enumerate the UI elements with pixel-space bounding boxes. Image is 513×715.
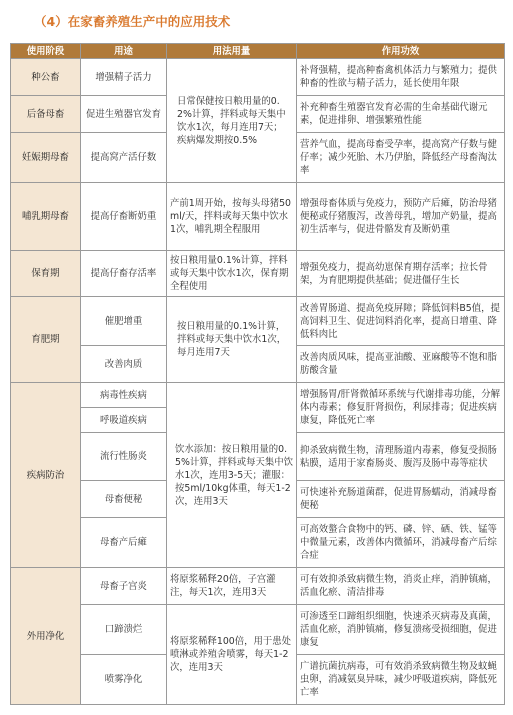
use-cell: 改善肉质 xyxy=(81,346,167,383)
effect-cell: 广谱抗菌抗病毒，可有效消杀致病微生物及蚊蝇虫卵，消减氨臭异味，减少呼吸道疾病，降低死亡率 xyxy=(297,655,505,705)
effect-cell: 补充种畜生殖器官发育必需的生命基础代谢元素，促进排卵、增强繁殖性能 xyxy=(297,96,505,133)
stage-cell: 妊娠期母畜 xyxy=(11,133,81,183)
effect-cell: 可高效螯合食物中的钙、磷、锌、硒、铁、锰等中微量元素，改善体内微循环，消减母畜产后综合症 xyxy=(297,518,505,568)
use-cell: 流行性肠炎 xyxy=(81,433,167,481)
table-row xyxy=(11,183,505,251)
use-cell: 喷雾净化 xyxy=(81,655,167,705)
section-title: （4）在家畜养殖生产中的应用技术 xyxy=(34,14,231,29)
dose-cell: 产前1周开始，按每头母猪50ml/天，拌料或每天集中饮水1次，哺乳期全程服用 xyxy=(167,183,297,251)
dose-cell: 将原浆稀释20倍，子宫灌注，每天1次，连用3天 xyxy=(167,568,297,605)
effect-cell: 抑杀致病微生物，清理肠道内毒素，修复受损肠粘膜，适用于家畜肠炎、腹泻及肠中毒等症状 xyxy=(297,433,505,481)
stage-cell: 保育期 xyxy=(11,251,81,297)
use-cell: 催肥增重 xyxy=(81,297,167,346)
stage-cell: 外用净化 xyxy=(11,568,81,705)
effect-cell: 可渗透至口蹄组织细胞，快速杀灭病毒及真菌，活血化瘀，消肿镇痛，修复溃疡受损细胞，促进康复 xyxy=(297,605,505,655)
use-cell: 母畜子宫炎 xyxy=(81,568,167,605)
table-row xyxy=(11,605,505,655)
use-cell: 口蹄溃烂 xyxy=(81,605,167,655)
use-cell: 呼吸道疾病 xyxy=(81,408,167,433)
effect-cell: 营养气血，提高母畜受孕率，提高窝产仔数与健仔率；减少死胎、木乃伊胎，降低经产母畜淘汰率 xyxy=(297,133,505,183)
effect-cell: 增强肠胃/肝肾微循环系统与代谢排毒功能，分解体内毒素；修复肝肾损伤，利尿排毒；促进疾病康复，降低死亡率 xyxy=(297,383,505,433)
application-table xyxy=(10,43,505,705)
header-effect: 作用功效 xyxy=(297,44,505,59)
header-stage: 使用阶段 xyxy=(11,44,81,59)
stage-cell: 种公畜 xyxy=(11,59,81,96)
use-cell: 母畜便秘 xyxy=(81,481,167,518)
use-cell: 母畜产后瘫 xyxy=(81,518,167,568)
effect-cell: 补肾强精，提高种畜禽机体活力与繁殖力；提供种畜的性欲与精子活力，延长使用年限 xyxy=(297,59,505,96)
stage-cell: 疾病防治 xyxy=(11,383,81,568)
effect-cell: 可有效抑杀致病微生物，消炎止痒，消肿镇痛，活血化瘀、清洁排毒 xyxy=(297,568,505,605)
dose-cell: 日常保健按日粮用量的0.2%计算，拌料或每天集中饮水1次，每月连用7天；疾病爆发期按0.5% xyxy=(167,59,297,183)
header-use: 用途 xyxy=(81,44,167,59)
effect-cell: 增强母畜体质与免疫力，预防产后瘫，防治母猪便秘或仔猪腹泻，改善母乳，增加产奶量，提高初生活率与，促进骨骼发育及断奶重 xyxy=(297,183,505,251)
use-cell: 促进生殖器官发育 xyxy=(81,96,167,133)
use-cell: 提高窝产活仔数 xyxy=(81,133,167,183)
effect-cell: 增强免疫力，提高幼崽保育期存活率；拉长骨架，为育肥期提供基础；促进僵仔生长 xyxy=(297,251,505,297)
stage-cell: 后备母畜 xyxy=(11,96,81,133)
use-cell: 提高仔畜断奶重 xyxy=(81,183,167,251)
table-row xyxy=(11,251,505,297)
dose-cell: 按日粮用量的0.1%计算，拌料或每天集中饮水1次，每月连用7天 xyxy=(167,297,297,383)
dose-cell: 按日粮用量0.1%计算，拌料或每天集中饮水1次，保育期全程使用 xyxy=(167,251,297,297)
table-row xyxy=(11,59,505,96)
use-cell: 提高仔畜存活率 xyxy=(81,251,167,297)
use-cell: 病毒性疾病 xyxy=(81,383,167,408)
stage-cell: 哺乳期母畜 xyxy=(11,183,81,251)
effect-cell: 可快速补充肠道菌群，促进胃肠蠕动，消减母畜便秘 xyxy=(297,481,505,518)
table-row xyxy=(11,297,505,346)
effect-cell: 改善肉质风味，提高亚油酸、亚麻酸等不饱和脂肪酸含量 xyxy=(297,346,505,383)
header-dose: 用法用量 xyxy=(167,44,297,59)
use-cell: 增强精子活力 xyxy=(81,59,167,96)
table-row xyxy=(11,568,505,605)
table-header-row xyxy=(11,44,505,59)
effect-cell: 改善胃肠道、提高免疫屏障；降低饲料B5值，提高饲料卫生、促进饲料消化率，提高日增重、降低料肉比 xyxy=(297,297,505,346)
stage-cell: 育肥期 xyxy=(11,297,81,383)
dose-cell: 将原浆稀释100倍，用于患处喷淋或养殖舍喷雾，每天1-2次，连用3天 xyxy=(167,605,297,705)
dose-cell: 饮水添加：按日粮用量的0.5%计算，拌料或每天集中饮水1次，连用3-5天；灌服：按5ml/10kg体重，每天1-2次，连用3天 xyxy=(167,383,297,568)
table-row xyxy=(11,383,505,408)
